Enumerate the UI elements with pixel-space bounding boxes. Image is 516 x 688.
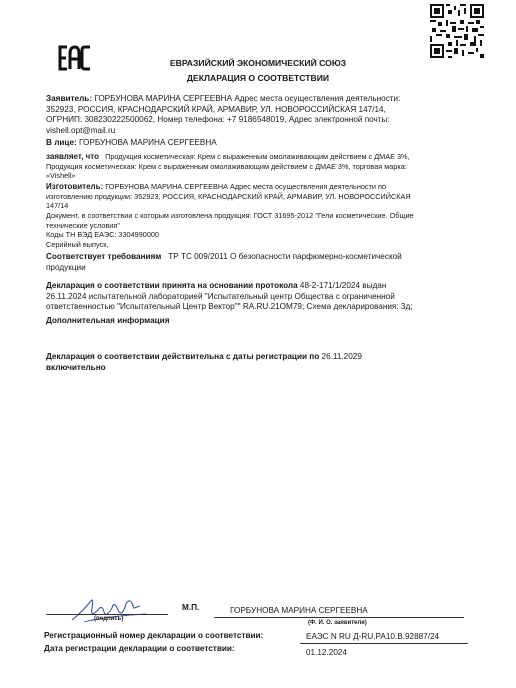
fio-caption: (Ф. И. О. заявителя) [308, 620, 367, 626]
basis-line-3: ответственностью "Испытательный Центр Вектор"" RA.RU.21ОМ79; Схема декларирования: 3д; [46, 302, 413, 312]
registration-date: 01.12.2024 [306, 648, 347, 657]
applicant-block [46, 94, 486, 136]
applicant-label: Заявитель: [46, 94, 93, 103]
basis-line-2: 26.11.2024 испытательной лабораторией "Испытательный центр Общества с ограниченной [46, 291, 395, 301]
compliance-line-2: продукции [46, 262, 86, 272]
registration-number: ЕАЭС N RU Д-RU.РА10.В.92887/24 [306, 632, 440, 641]
manufacturer-block [46, 182, 491, 211]
registration-number-label: Регистрационный номер декларации о соответствии: [44, 631, 264, 640]
applicant-name-signature: ГОРБУНОВА МАРИНА СЕРГЕЕВНА [230, 606, 368, 615]
applicant-line-2: 352923, РОССИЯ, КРАСНОДАРСКИЙ КРАЙ, АРМАВИР, УЛ. НОВОРОССИЙСКАЯ 147/14, [46, 104, 386, 114]
qr-code-icon [430, 4, 484, 58]
declaration-title: ДЕКЛАРАЦИЯ О СООТВЕТСТВИИ [186, 73, 330, 83]
manufacturer-line-1: ГОРБУНОВА МАРИНА СЕРГЕЕВНА Адрес места осуществления деятельности по [105, 182, 387, 191]
stamp-place-label: М.П. [182, 603, 200, 612]
declares-line-3: «Vishell» [46, 171, 76, 181]
declares-line-2: Продукция косметическая: Крем с выраженным омолаживающим действием с ДМАЕ 3%, торговая марка: [46, 161, 407, 171]
declares-line-1: Продукция косметическая: Крем с выраженным омолаживающим действием с ДМАЕ 3%, [105, 152, 410, 161]
validity-block [46, 352, 491, 373]
document-block [46, 211, 491, 249]
signature-caption: (подпись) [94, 616, 124, 622]
validity-line-2: включительно [46, 362, 106, 372]
person-label: В лице: [46, 138, 77, 147]
validity-label: Декларация о соответствии действительна с даты регистрации по [46, 352, 320, 361]
basis-line-1: 48-2-171/1/2024 выдан [299, 281, 387, 290]
codes-line: Коды ТН ВЭД ЕАЭС: 3304990000 [46, 230, 159, 240]
applicant-line-4: vishell.opt@mail.ru [46, 125, 116, 135]
compliance-block [46, 252, 491, 273]
manufacturer-label: Изготовитель: [46, 182, 104, 191]
manufacturer-line-3: 147/14 [46, 201, 69, 211]
additional-info-heading: Дополнительная информация [46, 316, 170, 325]
declares-block [46, 152, 491, 181]
manufacturer-line-2: изготовлению продукции: 352923, РОССИЯ, КРАСНОДАРСКИЙ КРАЙ, АРМАВИР, УЛ. НОВОРОССИЙСКАЯ [46, 191, 411, 201]
basis-label: Декларация о соответствии принята на основании протокола [46, 281, 298, 290]
document-line-2: технические условия" [46, 220, 120, 230]
union-title: ЕВРАЗИЙСКИЙ ЭКОНОМИЧЕСКИЙ СОЮЗ [169, 58, 347, 68]
serial-line: Серийный выпуск, [46, 239, 109, 249]
person-block [46, 138, 486, 149]
registration-number-line [300, 643, 468, 644]
declares-label: заявляет, что [46, 152, 99, 161]
validity-date: 26.11.2029 [321, 352, 362, 361]
person-value: ГОРБУНОВА МАРИНА СЕРГЕЕВНА [79, 138, 217, 147]
applicant-line-3: ОГРНИП: 308230222500062, Номер телефона: +7 9186548019, Адрес электронной почты: [46, 115, 390, 125]
basis-block [46, 281, 491, 313]
registration-date-label: Дата регистрации декларации о соответствии: [44, 644, 235, 653]
applicant-line-1: ГОРБУНОВА МАРИНА СЕРГЕЕВНА Адрес места осуществления деятельности: [94, 94, 401, 103]
signature-line [46, 614, 168, 615]
compliance-label: Соответствует требованиям [46, 252, 162, 261]
compliance-line-1: ТР ТС 009/2011 О безопасности парфюмерно-косметической [168, 252, 402, 261]
name-line [214, 617, 464, 618]
document-line-1: Документ, в соответствии с которым изготовлена продукция: ГОСТ 31695-2012 "Гели косметические. Общие [46, 211, 414, 220]
